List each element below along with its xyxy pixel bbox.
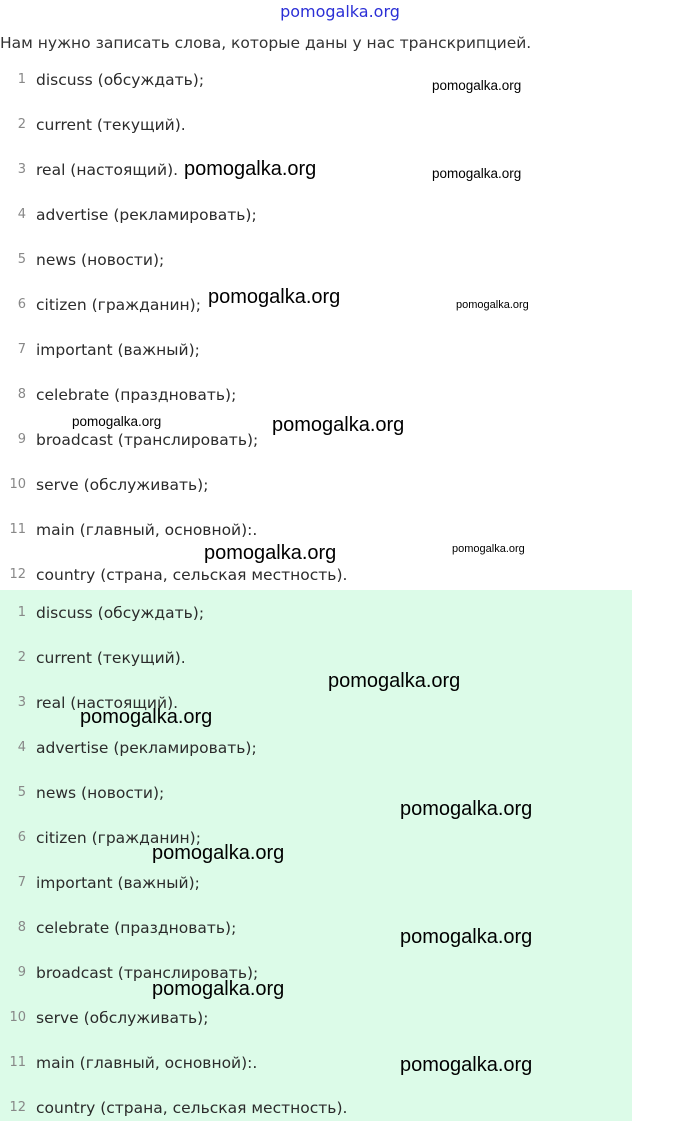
watermark: pomogalka.org [152, 842, 285, 864]
list-item [0, 372, 632, 417]
item-number: 11 [9, 522, 26, 537]
list-item [0, 950, 632, 995]
word-list-top [0, 57, 632, 590]
item-text: main (главный, основной):. [36, 1053, 258, 1072]
list-item [0, 635, 632, 680]
list-item [0, 590, 632, 635]
watermark: pomogalka.org [328, 670, 461, 692]
item-number: 6 [17, 297, 26, 312]
watermark: pomogalka.org [400, 926, 533, 948]
list-item [0, 237, 632, 282]
list-item [0, 192, 632, 237]
list-item [0, 1085, 632, 1130]
item-text: broadcast (транслировать); [36, 430, 259, 449]
item-number: 9 [17, 965, 26, 980]
item-number: 2 [17, 650, 26, 665]
item-number: 2 [17, 117, 26, 132]
item-text: citizen (гражданин); [36, 828, 201, 847]
item-number: 3 [17, 695, 26, 710]
watermark: pomogalka.org [400, 1054, 533, 1076]
list-item [0, 725, 632, 770]
watermark: pomogalka.org [400, 798, 533, 820]
item-number: 8 [17, 387, 26, 402]
item-text: main (главный, основной):. [36, 520, 258, 539]
watermark: pomogalka.org [208, 286, 341, 308]
item-text: real (настоящий). [36, 160, 179, 179]
watermark: pomogalka.org [72, 414, 162, 429]
item-number: 4 [17, 207, 26, 222]
item-number: 1 [17, 72, 26, 87]
item-text: real (настоящий). [36, 693, 179, 712]
list-item [0, 815, 632, 860]
item-number: 3 [17, 162, 26, 177]
item-number: 6 [17, 830, 26, 845]
watermark: pomogalka.org [432, 166, 522, 181]
list-item [0, 1040, 632, 1085]
watermark: pomogalka.org [272, 414, 405, 436]
item-number: 8 [17, 920, 26, 935]
watermark: pomogalka.org [184, 158, 317, 180]
item-number: 5 [17, 785, 26, 800]
header-watermark: pomogalka.org [280, 2, 400, 21]
item-text: advertise (рекламировать); [36, 205, 257, 224]
watermark: pomogalka.org [432, 78, 522, 93]
item-text: country (страна, сельская местность). [36, 1098, 348, 1117]
list-item [0, 327, 632, 372]
item-number: 7 [17, 875, 26, 890]
item-number: 11 [9, 1055, 26, 1070]
item-text: country (страна, сельская местность). [36, 565, 348, 584]
item-number: 9 [17, 432, 26, 447]
item-text: serve (обслуживать); [36, 475, 209, 494]
item-text: serve (обслуживать); [36, 1008, 209, 1027]
watermark: pomogalka.org [152, 978, 285, 1000]
item-text: current (текущий). [36, 115, 186, 134]
item-text: important (важный); [36, 340, 200, 359]
item-text: discuss (обсуждать); [36, 70, 205, 89]
watermark: pomogalka.org [452, 543, 525, 555]
item-text: advertise (рекламировать); [36, 738, 257, 757]
list-item [0, 905, 632, 950]
item-number: 1 [17, 605, 26, 620]
item-number: 10 [9, 1010, 26, 1025]
item-text: celebrate (праздновать); [36, 385, 237, 404]
item-number: 5 [17, 252, 26, 267]
list-item [0, 57, 632, 102]
watermark: pomogalka.org [204, 542, 337, 564]
list-item [0, 102, 632, 147]
item-number: 12 [9, 567, 26, 582]
word-list-answer [0, 590, 632, 1121]
list-item [0, 462, 632, 507]
list-item [0, 770, 632, 815]
item-text: broadcast (транслировать); [36, 963, 259, 982]
list-item [0, 995, 632, 1040]
item-text: important (важный); [36, 873, 200, 892]
item-number: 10 [9, 477, 26, 492]
item-text: discuss (обсуждать); [36, 603, 205, 622]
item-text: celebrate (праздновать); [36, 918, 237, 937]
item-text: current (текущий). [36, 648, 186, 667]
item-number: 7 [17, 342, 26, 357]
item-text: news (новости); [36, 250, 165, 269]
item-number: 4 [17, 740, 26, 755]
watermark: pomogalka.org [456, 299, 529, 311]
list-item [0, 860, 632, 905]
item-text: news (новости); [36, 783, 165, 802]
item-number: 12 [9, 1100, 26, 1115]
item-text: citizen (гражданин); [36, 295, 201, 314]
intro-text: Нам нужно записать слова, которые даны у нас транскрипцией. [0, 34, 532, 52]
watermark: pomogalka.org [80, 706, 213, 728]
